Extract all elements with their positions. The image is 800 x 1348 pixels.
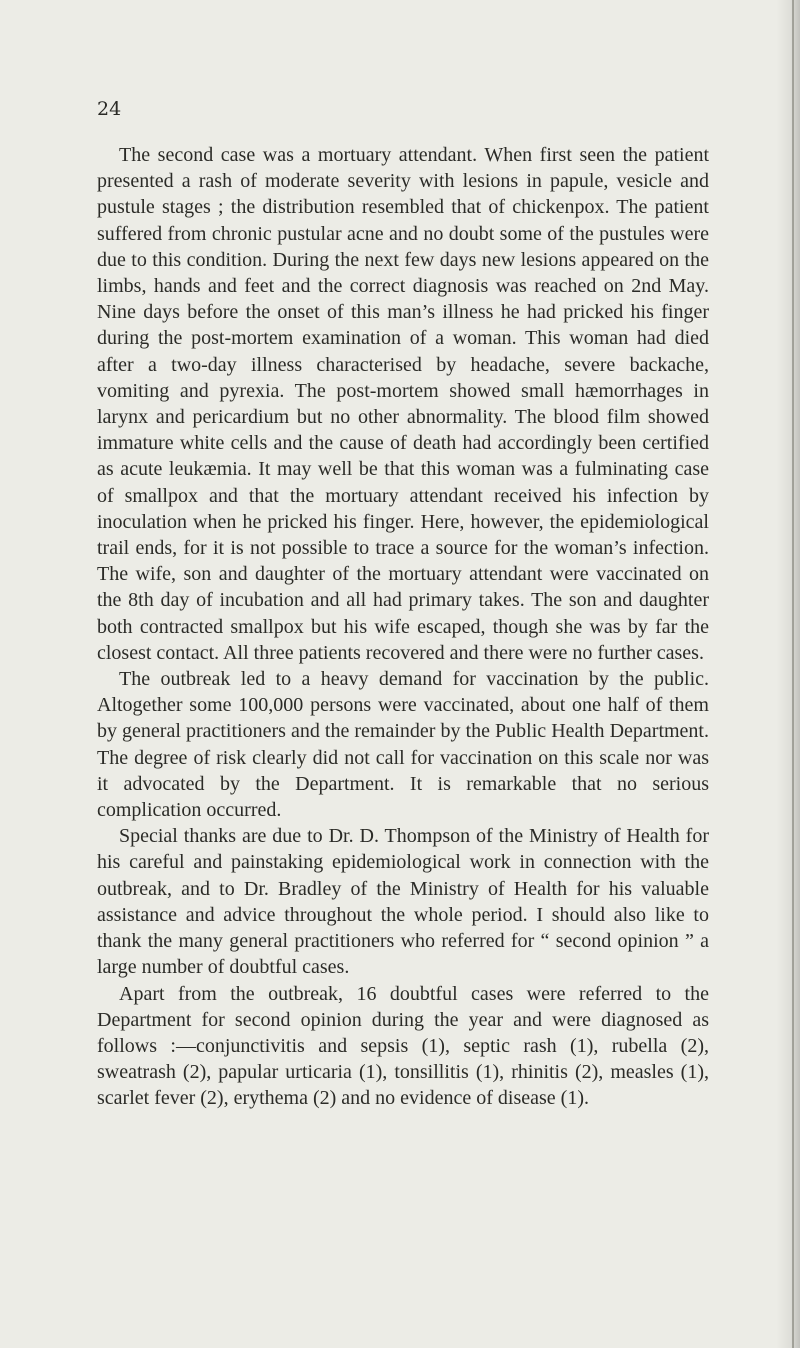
paragraph-mortuary-case: The second case was a mortuary attendant. When first seen the patient presented a rash of moderate severity with lesions in papule, vesicle and pustule stages ; the distribution resembled that of chickenpox. The patient suffered from chronic pustular acne and no doubt some of the pustules were due to this condition. During the next few days new lesions appeared on the limbs, hands and feet and the correct diagnosis was reached on 2nd May. Nine days before the onset of this man’s illness he had pricked his finger during the post-mortem examination of a woman. This woman had died after a two-day illness characterised by headache, severe backache, vomiting and pyrexia. The post-mortem showed small hæmorrhages in larynx and pericardium but no other abnormality. The blood film showed immature white cells and the cause of death had accordingly been certified as acute leukæmia. It may well be that this woman was a fulminating case of smallpox and that the mortuary attendant received his infection by inoculation when he pricked his finger. Here, however, the epidemiological trail ends, for it is not possible to trace a source for the woman’s infection. The wife, son and daughter of the mortuary attendant were vaccinated on the 8th day of incubation and all had primary takes. The son and daughter both contracted smallpox but his wife escaped, though she was by far the closest contact. All three patients recovered and there were no further cases. [97, 144, 709, 664]
page-edge-shadow [776, 0, 800, 1348]
body-text [97, 142, 709, 1112]
paragraph-acknowledgements: Special thanks are due to Dr. D. Thompson of the Ministry of Health for his careful and painstaking epidemiological work in connection with the outbreak, and to Dr. Bradley of the Ministry of Health for his valuable assistance and advice throughout the whole period. I should also like to thank the many general practitioners who referred for “ second opinion ” a large number of doubtful cases. [97, 825, 709, 979]
page-edge-line [792, 0, 794, 1348]
paragraph-doubtful-cases: Apart from the outbreak, 16 doubtful cases were referred to the Department for second opinion during the year and were diagnosed as follows :—conjunctivitis and sepsis (1), septic rash (1), rubella (2), sweatrash (2), papular urticaria (1), tonsillitis (1), rhinitis (2), measles (1), scarlet fever (2), erythema (2) and no evidence of disease (1). [97, 982, 709, 1110]
paragraph-vaccination-demand: The outbreak led to a heavy demand for vaccination by the public. Altogether some 100,000 persons were vaccinated, about one half of them by general practitioners and the remainder by the Public Health Department. The degree of risk clearly did not call for vaccination on this scale nor was it advocated by the Department. It is remarkable that no serious complication occurred. [97, 668, 709, 822]
page-number: 24 [97, 98, 122, 120]
